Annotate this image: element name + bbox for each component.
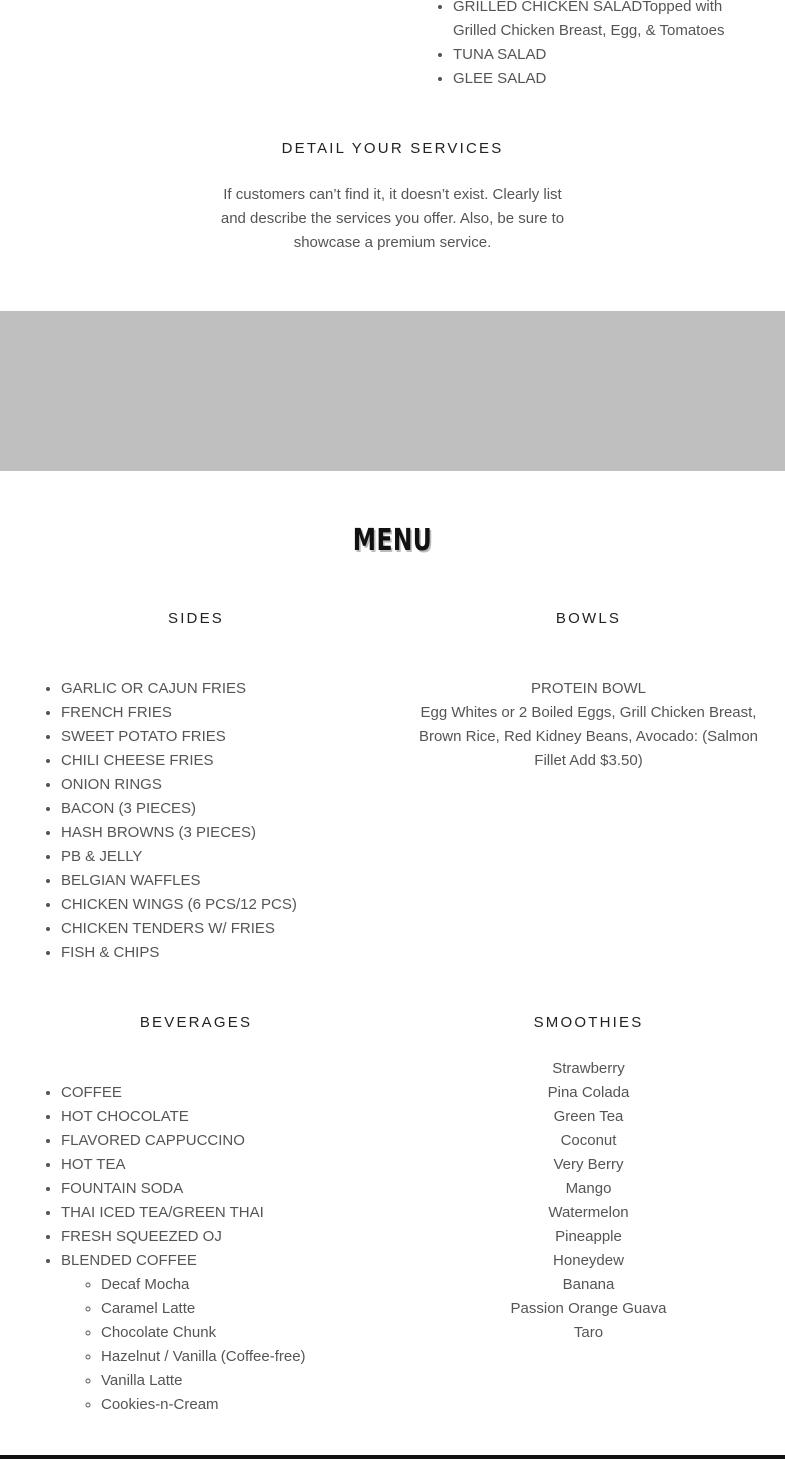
menu-title: MENU	[352, 523, 433, 558]
list-item: • FRESH SQUEEZED OJ	[61, 1225, 381, 1249]
list-item: Pina Colada	[547, 1084, 630, 1101]
list-item: Passion Orange Guava	[510, 1300, 667, 1317]
list-item	[61, 1249, 381, 1417]
footer-divider	[0, 1455, 785, 1459]
list-item: • CHICKEN TENDERS W/ FRIES	[61, 917, 381, 941]
list-item: Watermelon	[548, 1204, 629, 1221]
list-item: • CHICKEN WINGS (6 PCS/12 PCS)	[61, 893, 381, 917]
list-item: • PB & JELLY	[61, 845, 381, 869]
bowl-name: PROTEIN BOWL	[530, 680, 646, 697]
list-item: Pineapple	[555, 1228, 622, 1245]
list-item: • SWEET POTATO FRIES	[61, 725, 381, 749]
list-item: • GARLIC OR CAJUN FRIES	[61, 677, 381, 701]
bowls-block	[412, 677, 765, 773]
bowls-heading: BOWLS	[555, 610, 622, 627]
list-item: • HOT CHOCOLATE	[61, 1105, 381, 1129]
bowl-description: Egg Whites or 2 Boiled Eggs, Grill Chicken Breast, Brown Rice, Red Kidney Beans, Avocado: (Salmon Fillet Add $3.50)	[418, 704, 759, 769]
image-banner-placeholder	[0, 311, 785, 471]
list-item: • HASH BROWNS (3 PIECES)	[61, 821, 381, 845]
sublist-item: ◦ Cookies-n-Cream	[101, 1393, 381, 1417]
list-item: Banana	[562, 1276, 615, 1293]
salad-list	[453, 0, 753, 91]
list-item: Coconut	[560, 1132, 617, 1149]
list-item: • ONION RINGS	[61, 773, 381, 797]
list-item: Honeydew	[553, 1252, 624, 1269]
list-item: • TUNA SALAD	[453, 43, 753, 67]
list-item: • THAI ICED TEA/GREEN THAI	[61, 1201, 381, 1225]
sublist-item: ◦ Chocolate Chunk	[101, 1321, 381, 1345]
sublist-item: ◦ Decaf Mocha	[101, 1273, 381, 1297]
services-heading: DETAIL YOUR SERVICES	[281, 140, 504, 157]
list-item: Taro	[573, 1324, 604, 1341]
list-item: Strawberry	[552, 1060, 625, 1077]
sublist-item: ◦ Hazelnut / Vanilla (Coffee-free)	[101, 1345, 381, 1369]
list-item: • FLAVORED CAPPUCCINO	[61, 1129, 381, 1153]
sides-list	[61, 677, 381, 965]
list-item: Mango	[565, 1180, 612, 1197]
list-item: • CHILI CHEESE FRIES	[61, 749, 381, 773]
services-description: If customers can’t find it, it doesn’t exist. Clearly list and describe the services you offer. Also, be sure to showcase a premium service.	[220, 186, 565, 251]
list-item: • HOT TEA	[61, 1153, 381, 1177]
list-item: • GRILLED CHICKEN SALADTopped with Grilled Chicken Breast, Egg, & Tomatoes	[453, 0, 753, 43]
blended-coffee-sublist	[61, 1273, 381, 1417]
list-item: • FISH & CHIPS	[61, 941, 381, 965]
list-item: • COFFEE	[61, 1081, 381, 1105]
services-section	[0, 136, 785, 255]
sides-heading: SIDES	[167, 610, 224, 627]
list-item: • FRENCH FRIES	[61, 701, 381, 725]
sublist-item: ◦ Vanilla Latte	[101, 1369, 381, 1393]
beverages-list	[61, 1081, 381, 1417]
smoothies-heading: SMOOTHIES	[533, 1014, 644, 1031]
list-item: • BACON (3 PIECES)	[61, 797, 381, 821]
list-item: • BELGIAN WAFFLES	[61, 869, 381, 893]
sublist-item: ◦ Caramel Latte	[101, 1297, 381, 1321]
list-item: • GLEE SALAD	[453, 67, 753, 91]
beverages-heading: BEVERAGES	[139, 1014, 253, 1031]
list-item: Green Tea	[553, 1108, 624, 1125]
smoothies-list	[392, 1057, 785, 1345]
list-item-label: BLENDED COFFEE	[61, 1252, 197, 1269]
list-item: • FOUNTAIN SODA	[61, 1177, 381, 1201]
list-item: Very Berry	[553, 1156, 624, 1173]
